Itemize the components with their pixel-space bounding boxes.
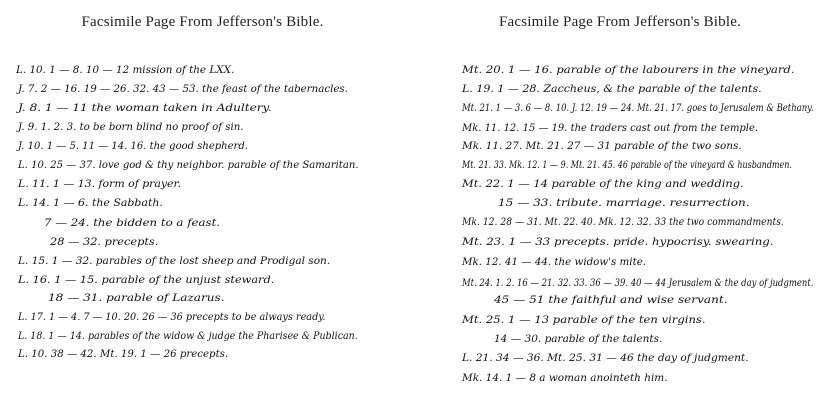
- right-page-line-13: 45 — 51 the faithful and wise servant.: [494, 294, 728, 306]
- right-page-line-17: Mk. 14. 1 — 8 a woman anointeth him.: [462, 372, 668, 384]
- left-page-title: Facsimile Page From Jefferson's Bible.: [81, 14, 324, 30]
- left-page-line-4: J. 9. 1. 2. 3. to be born blind no proof of sin.: [18, 121, 244, 133]
- right-facsimile-page: [418, 0, 822, 400]
- right-page-line-16: L. 21. 34 — 36. Mt. 25. 31 — 46 the day of judgment.: [462, 352, 749, 364]
- right-page-line-15: 14 — 30. parable of the talents.: [494, 333, 663, 345]
- right-page-line-1: Mt. 20. 1 — 16. parable of the labourers in the vineyard.: [462, 64, 795, 76]
- left-page-line-6: L. 10. 25 — 37. love god & thy neighbor. parable of the Samaritan.: [18, 159, 359, 171]
- right-page-line-6: Mt. 21. 33. Mk. 12. 1 — 9. Mt. 21. 45. 46 parable of the vineyard & husbandmen.: [462, 159, 792, 171]
- right-page-line-7: Mt. 22. 1 — 14 parable of the king and wedding.: [462, 178, 744, 190]
- right-page-line-12: Mt. 24. 1. 2. 16 — 21. 32. 33. 36 — 39. 40 — 44 Jerusalem & the day of judgment.: [462, 277, 814, 289]
- right-page-line-9: Mk. 12. 28 — 31. Mt. 22. 40. Mk. 12. 32. 33 the two commandments.: [462, 216, 784, 228]
- right-page-line-10: Mt. 23. 1 — 33 precepts. pride. hypocrisy. swearing.: [462, 236, 774, 248]
- right-page-line-4: Mk. 11. 12. 15 — 19. the traders cast out from the temple.: [462, 122, 759, 134]
- right-page-title: Facsimile Page From Jefferson's Bible.: [498, 14, 742, 30]
- right-page-line-3: Mt. 21. 1 — 3. 6 — 8. 10. J. 12. 19 — 24. Mt. 21. 17. goes to Jerusalem & Bethany.: [462, 102, 814, 114]
- left-page-line-3: J. 8. 1 — 11 the woman taken in Adultery.: [18, 102, 272, 114]
- left-page-line-10: 28 — 32. precepts.: [50, 236, 159, 248]
- right-page-line-5: Mk. 11. 27. Mt. 21. 27 — 31 parable of the two sons.: [462, 140, 742, 152]
- right-page-line-2: L. 19. 1 — 28. Zaccheus, & the parable of the talents.: [462, 83, 762, 95]
- right-page-line-14: Mt. 25. 1 — 13 parable of the ten virgins.: [462, 314, 706, 326]
- left-page-line-15: L. 18. 1 — 14. parables of the widow & judge the Pharisee & Publican.: [18, 330, 358, 342]
- right-page-line-8: 15 — 33. tribute. marriage. resurrection.: [498, 197, 750, 209]
- left-page-line-16: L. 10. 38 — 42. Mt. 19. 1 — 26 precepts.: [18, 348, 229, 360]
- left-facsimile-page: [0, 0, 405, 400]
- left-page-line-14: L. 17. 1 — 4. 7 — 10. 20. 26 — 36 precepts to be always ready.: [18, 311, 326, 323]
- left-page-line-13: 18 — 31. parable of Lazarus.: [48, 292, 225, 304]
- left-page-line-7: L. 11. 1 — 13. form of prayer.: [18, 178, 181, 190]
- left-page-line-5: J. 10. 1 — 5. 11 — 14. 16. the good shepherd.: [18, 140, 248, 152]
- left-page-line-9: 7 — 24. the bidden to a feast.: [44, 217, 221, 229]
- left-page-line-1: L. 10. 1 — 8. 10 — 12 mission of the LXX.: [16, 64, 235, 76]
- left-page-line-11: L. 15. 1 — 32. parables of the lost sheep and Prodigal son.: [18, 255, 331, 267]
- left-page-line-12: L. 16. 1 — 15. parable of the unjust steward.: [18, 274, 275, 286]
- left-page-line-2: J. 7. 2 — 16. 19 — 26. 32. 43 — 53. the feast of the tabernacles.: [18, 83, 348, 95]
- left-page-line-8: L. 14. 1 — 6. the Sabbath.: [18, 197, 163, 209]
- right-page-line-11: Mk. 12. 41 — 44. the widow's mite.: [462, 256, 647, 268]
